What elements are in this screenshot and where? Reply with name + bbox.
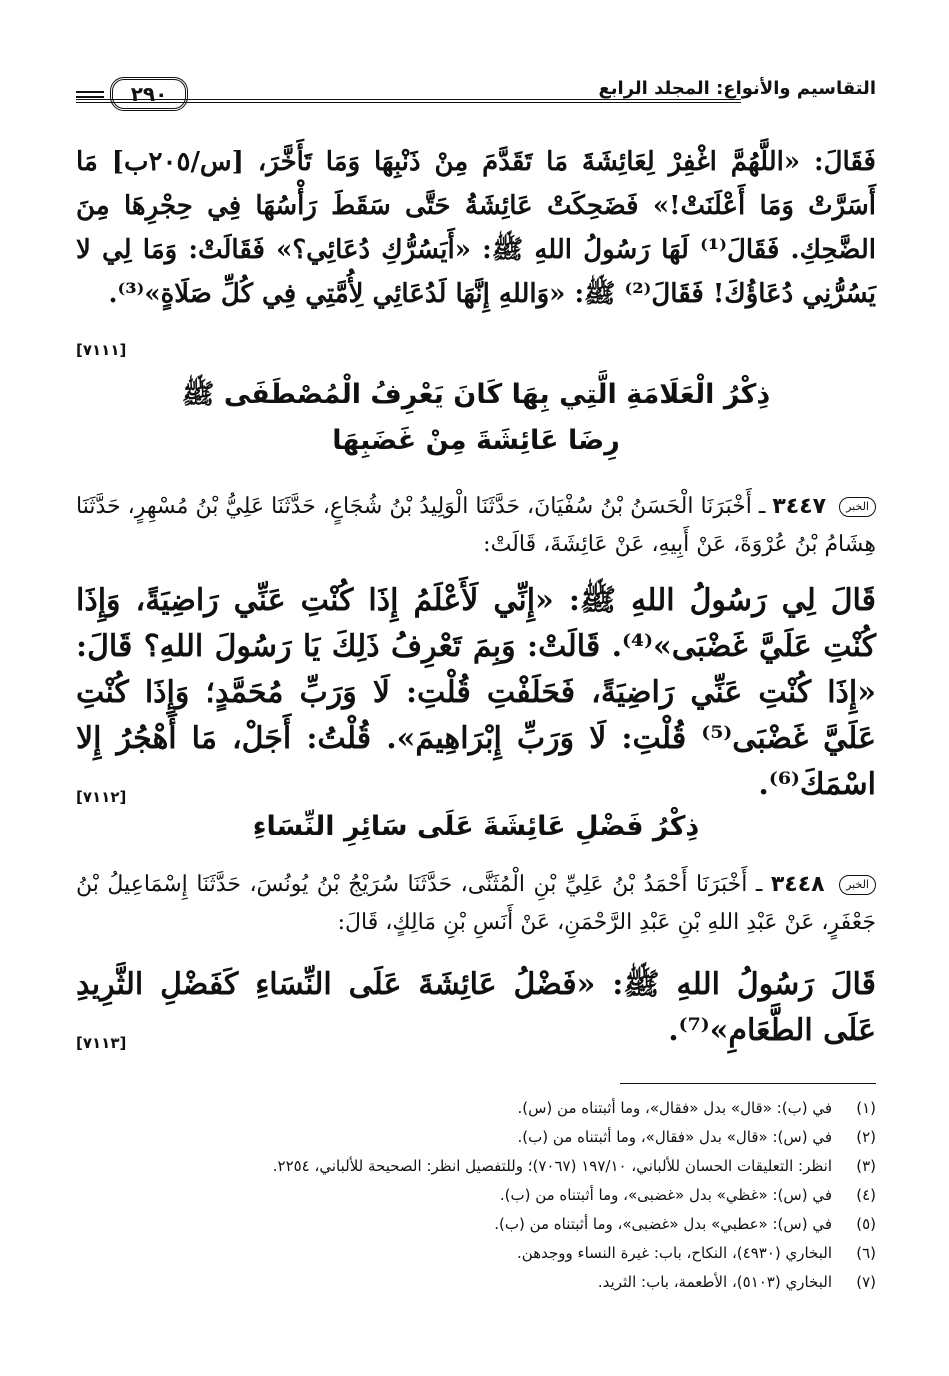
footnotes — [76, 1094, 876, 1297]
running-title: التقاسيم والأنواع: المجلد الرابع — [598, 77, 876, 99]
footnote-text: في (ب): «قال» بدل «فقال»، وما أثبتناه من (س). — [517, 1099, 832, 1117]
footnote-text: البخاري (٥١٠٣)، الأطعمة، باب: الثريد. — [597, 1273, 832, 1291]
header-rule — [76, 99, 741, 103]
continued-hadith-body: فَقَالَ: «اللَّهُمَّ اغْفِرْ لِعَائِشَةَ مَا تَقَدَّمَ مِنْ ذَنْبِهَا وَمَا تَأَخَّرَ، [س/٢٠٥ب] مَا أَسَرَّتْ وَمَا أَعْلَنَتْ!» فَضَحِكَتْ عَائِشَةُ حَتَّى سَقَطَ رَأْسُهَا فِي حِجْرِهَا مِنَ الضَّحِكِ. فَقَالَ⁽¹⁾ لَهَا رَسُولُ اللهِ ﷺ: «أَيَسُرُّكِ دُعَائِي؟» فَقَالَتْ: وَمَا لِي لا يَسُرُّنِي دُعَاؤُكَ! فَقَالَ⁽²⁾ ﷺ: «وَاللهِ إِنَّهَا لَدُعَائِي لِأُمَّتِي فِي كُلِّ صَلَاةٍ»⁽³⁾. — [76, 147, 876, 309]
footnote-text: انظر: التعليقات الحسان للألباني، ١٩٧/١٠ (٧٠٦٧)؛ وللتفصيل انظر: الصحيحة للألباني، ٢٢٥٤. — [272, 1157, 832, 1175]
reference-code: [٧١١١] — [76, 341, 127, 359]
section-heading-line-2: رِضَا عَائِشَةَ مِنْ غَضَبِهَا — [332, 425, 620, 456]
footnote — [76, 1152, 876, 1181]
hadith-number: ٣٤٤٧ — [772, 494, 827, 519]
section-heading-line-1: ذِكْرُ الْعَلَامَةِ الَّتِي بِهَا كَانَ يَعْرِفُ الْمُصْطَفَى ﷺ — [181, 379, 771, 410]
footnote-number: (٢) — [856, 1128, 876, 1146]
footnote — [76, 1239, 876, 1268]
footnote — [76, 1123, 876, 1152]
reference-code: [٧١١٢] — [76, 788, 127, 806]
isnad-text: ـ أَخْبَرَنَا الْحَسَنُ بْنُ سُفْيَانَ، حَدَّثَنَا الْوَلِيدُ بْنُ شُجَاعٍ، حَدَّثَنَا عَلِيُّ بْنُ مُسْهِرٍ، حَدَّثَنَا هِشَامُ بْنُ عُرْوَةَ، عَنْ أَبِيهِ، عَنْ عَائِشَةَ، قَالَتْ: — [76, 494, 876, 557]
footnote-number: (٤) — [856, 1186, 876, 1204]
page-number-box — [76, 77, 188, 111]
reference-code: [٧١١٣] — [76, 1034, 127, 1052]
page-number: ٢٩٠ — [110, 77, 188, 111]
khabar-badge: الخبر — [839, 497, 876, 517]
khabar-badge: الخبر — [839, 875, 876, 895]
footnote — [76, 1268, 876, 1297]
footnote — [76, 1210, 876, 1239]
footnote-number: (٣) — [856, 1157, 876, 1175]
footnote-number: (٥) — [856, 1215, 876, 1233]
isnad-text: ـ أَخْبَرَنَا أَحْمَدُ بْنُ عَلِيِّ بْنِ الْمُثَنَّى، حَدَّثَنَا سُرَيْجُ بْنُ يُونُسَ، حَدَّثَنَا إِسْمَاعِيلُ بْنُ جَعْفَرٍ، عَنْ عَبْدِ اللهِ بْنِ عَبْدِ الرَّحْمَنِ، عَنْ أَنَسِ بْنِ مَالِكٍ، قَالَ: — [76, 872, 876, 935]
footnote-text: في (س): «قال» بدل «فقال»، وما أثبتناه من (ب). — [517, 1128, 832, 1146]
footnote-text: في (س): «عطبي» بدل «غضبى»، وما أثبتناه من (ب). — [494, 1215, 832, 1233]
footnote-number: (٧) — [856, 1273, 876, 1291]
continued-hadith-text — [76, 140, 876, 372]
footnote-text: في (س): «غظي» بدل «غضبى»، وما أثبتناه من (ب). — [499, 1186, 832, 1204]
hadith-matn-2 — [76, 962, 876, 1066]
hadith-matn — [76, 578, 876, 820]
page-header — [76, 70, 876, 118]
footnote — [76, 1094, 876, 1123]
hadith-isnad-2 — [76, 866, 876, 942]
footnote-text: البخاري (٤٩٣٠)، النكاح، باب: غيرة النساء ووجدهن. — [517, 1244, 832, 1262]
footnote-number: (١) — [856, 1099, 876, 1117]
header-ornament — [76, 91, 104, 98]
hadith-isnad — [76, 488, 876, 564]
matn-text: قَالَ رَسُولُ اللهِ ﷺ: «فَضْلُ عَائِشَةَ عَلَى النِّسَاءِ كَفَضْلِ الثَّرِيدِ عَلَى الطَّعَامِ»⁽⁷⁾. — [76, 967, 876, 1048]
section-heading — [76, 372, 876, 464]
section-heading-2: ذِكْرُ فَضْلِ عَائِشَةَ عَلَى سَائِرِ النِّسَاءِ — [252, 811, 700, 842]
footnote — [76, 1181, 876, 1210]
hadith-number: ٣٤٤٨ — [770, 872, 825, 897]
matn-text: قَالَ لِي رَسُولُ اللهِ ﷺ: «إِنِّي لَأَعْلَمُ إِذَا كُنْتِ عَنِّي رَاضِيَةً، وَإِذَا كُنْتِ عَلَيَّ غَضْبَى»⁽⁴⁾. قَالَتْ: وَبِمَ تَعْرِفُ ذَلِكَ يَا رَسُولَ اللهِ؟ قَالَ: «إِذَا كُنْتِ عَنِّي رَاضِيَةً، فَحَلَفْتِ قُلْتِ: لَا وَرَبِّ مُحَمَّدٍ؛ وَإِذَا كُنْتِ عَلَيَّ غَضْبَى⁽⁵⁾ قُلْتِ: لَا وَرَبِّ إِبْرَاهِيمَ». قُلْتُ: أَجَلْ، مَا أَهْجُرُ إِلا اسْمَكَ⁽⁶⁾. — [76, 583, 877, 802]
footnote-rule — [620, 1083, 876, 1084]
footnote-number: (٦) — [856, 1244, 876, 1262]
